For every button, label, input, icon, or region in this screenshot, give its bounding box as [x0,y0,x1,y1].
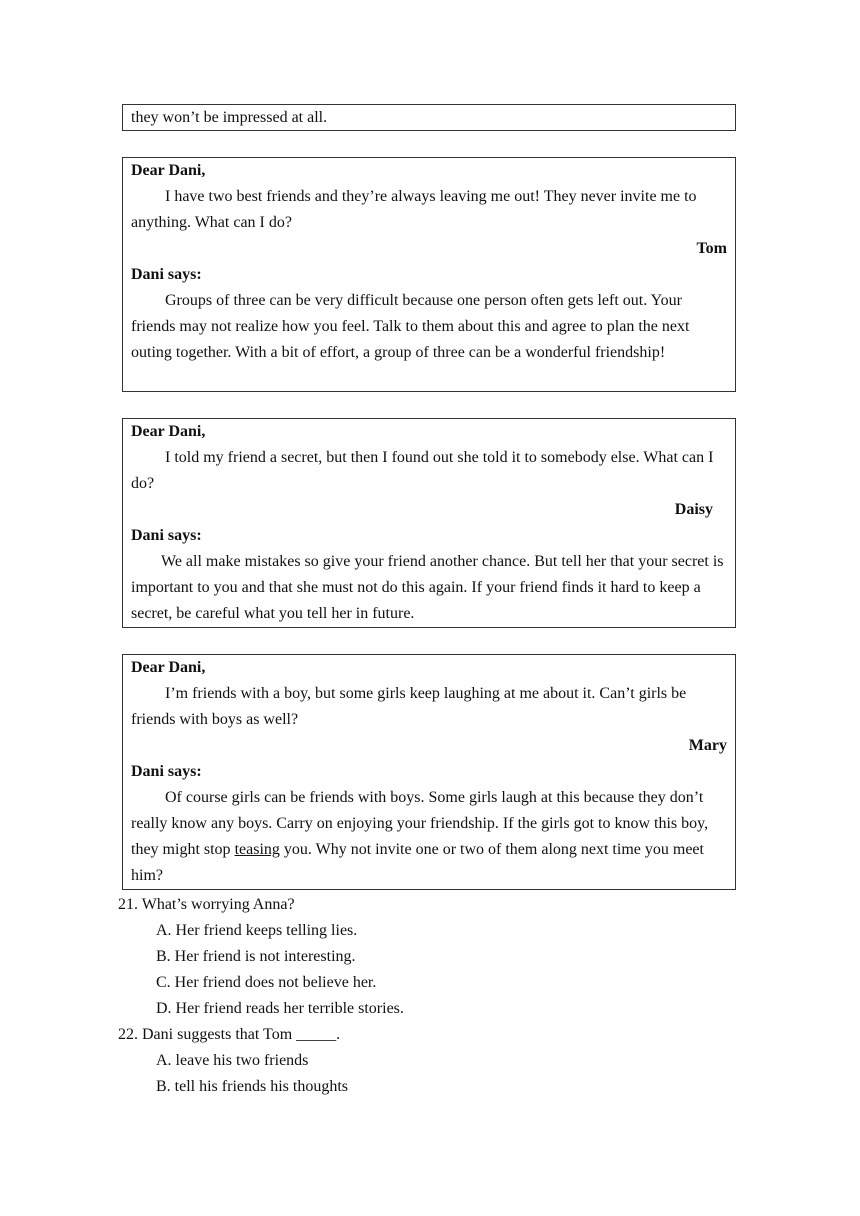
letter-greeting: Dear Dani, [131,162,206,179]
letter-body: I told my friend a secret, but then I found out she told it to somebody else. What can I do? [131,449,714,492]
letter-box-continuation [122,104,736,131]
question-option: A. leave his two friends [156,1052,309,1069]
reply-text-after: you. Why not invite one or two of them along next time you meet him? [131,841,704,884]
continuation-text: they won’t be impressed at all. [131,109,328,126]
reply-heading: Dani says: [131,266,202,283]
question-option: B. tell his friends his thoughts [156,1078,348,1095]
letter-signature: Tom [696,240,727,257]
reply-body [131,785,727,889]
letter-box-tom [122,157,736,392]
question-option: A. Her friend keeps telling lies. [156,922,358,939]
question-option: D. Her friend reads her terrible stories. [156,1000,404,1017]
letter-greeting: Dear Dani, [131,659,206,676]
letter-box-daisy [122,418,736,628]
underlined-word: teasing [234,841,280,858]
question-option: B. Her friend is not interesting. [156,948,356,965]
letter-signature: Mary [688,737,727,754]
question-stem: 22. Dani suggests that Tom _____. [118,1026,341,1043]
letter-body: I’m friends with a boy, but some girls keep laughing at me about it. Can’t girls be friends with boys as well? [131,685,687,728]
question-option: C. Her friend does not believe her. [156,974,377,991]
letter-box-mary [122,654,736,890]
letter-body: I have two best friends and they’re always leaving me out! They never invite me to anything. What can I do? [131,188,697,231]
letter-signature: Daisy [674,501,713,518]
reply-heading: Dani says: [131,763,202,780]
reply-text-before: Of course girls can be friends with boys. Some girls laugh at this because they don’t really know any boys. Carry on enjoying your friendship. If the girls got to know this boy, they might stop [131,789,709,858]
question-stem: 21. What’s worrying Anna? [118,896,295,913]
reply-body: Groups of three can be very difficult because one person often gets left out. Your friends may not realize how you feel. Talk to them about this and agree to plan the next outing together. With a bit of effort, a group of three can be a wonderful friendship! [131,292,690,361]
questions-section [118,892,730,1100]
reply-heading: Dani says: [131,527,202,544]
reply-body: We all make mistakes so give your friend another chance. But tell her that your secret is important to you and that she must not do this again. If your friend finds it hard to keep a secret, be careful what you tell her in future. [131,553,724,622]
letter-greeting: Dear Dani, [131,423,206,440]
